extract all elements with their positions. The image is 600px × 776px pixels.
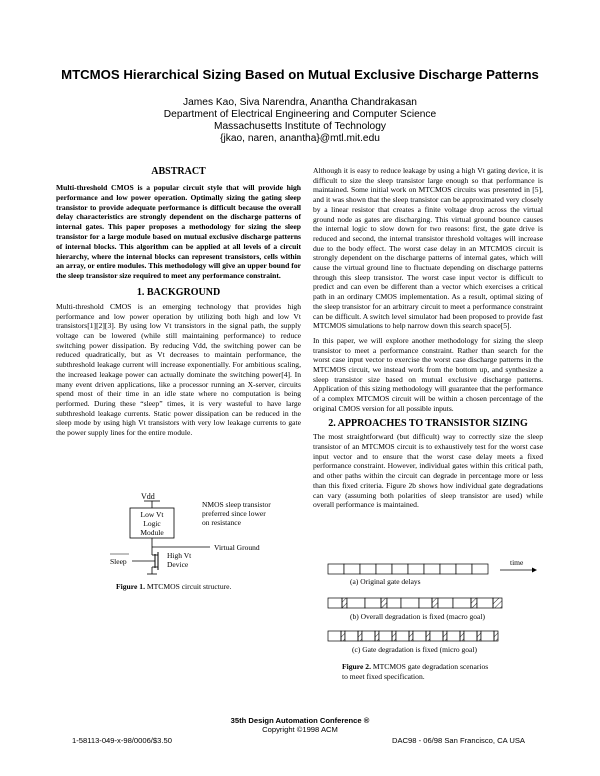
delay-cell	[481, 631, 494, 641]
delay-cell	[396, 631, 409, 641]
fig2-caption-text2: to meet fixed specification.	[342, 672, 425, 681]
delay-cell	[464, 631, 477, 641]
fig2-label-c: (c) Gate degradation is fixed (micro goal)	[352, 645, 477, 654]
delay-cell	[494, 631, 498, 641]
fig1-note-line1: NMOS sleep transistor	[202, 500, 271, 509]
delay-cell	[401, 598, 419, 608]
fig1-device-line2: Device	[167, 560, 189, 569]
row-b-macro-goal	[328, 598, 502, 608]
delay-cell	[443, 631, 447, 641]
fig1-block-line2: Logic	[143, 519, 161, 528]
fig1-virtual-ground-label: Virtual Ground	[214, 543, 260, 552]
right-paragraph-1: Although it is easy to reduce leakage by using a high Vt gating device, it is difficult to size the sleep transistor large enough so that performance is maintained. Some initial work on MTCMOS circuits was presented in [5], and it was shown that the sleep transistor can be approximated very closely by a linear resistor that creates a finite voltage drop across the virtual ground node as gates are discharging. This virtual ground bounce causes the internal logic to slow down for two reasons: first, the gate drive is reduced and second, the internal transistor threshold voltages will increase due to the body effect. The worst case delay in an MTCMOS circuit is strongly dependent on the discharge patterns of internal gates, which will cause the virtual ground line to fluctuate depending on discharge patterns through this sleep transistor. The worst case input vector is difficult to predict and can even be different than a vector which exercises a critical path in an ordinary CMOS implementation. As a result, optimal sizing of the sleep transistor for an arbitrary circuit to meet a performance constraint can be difficult. A switch level simulator had been proposed to provide fast MTCMOS simulations to help narrow down this search space[5].	[313, 166, 543, 331]
delay-cell	[375, 631, 379, 641]
author-institution: Massachusetts Institute of Technology	[214, 121, 386, 132]
delay-cell	[419, 598, 432, 608]
delay-cell	[430, 631, 443, 641]
row-a-original-delays	[328, 564, 488, 574]
abstract-heading: ABSTRACT	[151, 166, 206, 177]
delay-cell	[347, 598, 365, 608]
delay-cell	[381, 598, 387, 608]
delay-cell	[328, 564, 344, 574]
figure-2-caption	[342, 662, 488, 682]
delay-cell	[328, 631, 341, 641]
fig2-caption-text: MTCMOS gate degradation scenarios	[372, 662, 489, 671]
author-names: James Kao, Siva Narendra, Anantha Chandrakasan	[183, 97, 417, 108]
footer-venue: DAC98 - 06/98 San Francisco, CA USA	[392, 736, 525, 745]
delay-cell	[426, 631, 430, 641]
fig2-time-label: time	[510, 558, 524, 567]
left-column	[56, 166, 301, 438]
author-department: Department of Electrical Engineering and Computer Science	[163, 109, 437, 120]
delay-cell	[493, 598, 502, 608]
delay-cell	[365, 598, 381, 608]
delay-cell	[432, 598, 438, 608]
row-c-micro-goal	[328, 631, 498, 641]
delay-cell	[477, 631, 481, 641]
delay-cell	[345, 631, 358, 641]
delay-cell	[344, 564, 360, 574]
delay-cell	[376, 564, 392, 574]
author-emails: {jkao, naren, anantha}@mtl.mit.edu	[220, 133, 380, 144]
delay-cell	[362, 631, 375, 641]
delay-cell	[387, 598, 401, 608]
right-paragraph-2: In this paper, we will explore another methodology for sizing the sleep transistor to meet a performance constraint. Rather than search for the worst case input vector to exercise the worst case discharge patterns in the MTCMOS circuit, we instead work from the bottom up, and synthesize a sleep transistor size based on mutual exclusive discharge patterns. Application of this sizing methodology will guarantee that the performance of a complex MTCMOS circuit will be within a chosen percentage of the original CMOS version for all possible inputs.	[313, 335, 543, 413]
footer-copyright: Copyright ©1998 ACM	[262, 725, 338, 734]
footer-conference: 35th Design Automation Conference ®	[230, 716, 370, 725]
delay-cell	[341, 631, 345, 641]
delay-cell	[472, 564, 488, 574]
delay-cell	[392, 564, 408, 574]
delay-cell	[409, 631, 413, 641]
fig1-device-line1: High Vt	[167, 551, 192, 560]
fig1-note-line2: preferred since lower	[202, 509, 266, 518]
fig1-caption-label: Figure 1.	[116, 582, 145, 591]
fig2-caption-label: Figure 2.	[342, 662, 371, 671]
background-body: Multi-threshold CMOS is an emerging technology that provides high performance and low power operation by utilizing both high and low Vt transistors[1][2][3]. By using low Vt transistors in the signal path, the supply voltage can be lowered (while still maintaining performance) to reduce switching power dissipation. By reducing Vdd, the switching power can be reduced quadratically, but as Vt decreases to maintain performance, the subthreshold leakage current will increase exponentially. For ambitious scaling, the increased leakage power can actually dominate the switching power[4]. In many event driven applications, like a processor running an X-server, circuits spend most of their time in an idle state where no computation is being performed. During these “sleep” times, it is very wasteful to have large subthreshold leakage currents. Static power dissipation can be reduced in the sleep mode by using high Vt transistors with very low leakage currents to gate the power supply lines for the entire module.	[56, 301, 301, 438]
fig2-label-b: (b) Overall degradation is fixed (macro goal)	[350, 612, 485, 621]
delay-cell	[328, 598, 342, 608]
fig2-label-a: (a) Original gate delays	[350, 577, 421, 586]
footer-isbn: 1-58113-049-x-98/0006/$3.50	[72, 736, 172, 745]
delay-cell	[460, 631, 464, 641]
figure-1-caption	[116, 582, 231, 591]
delay-cell	[453, 598, 471, 608]
delay-cell	[447, 631, 460, 641]
delay-cell	[358, 631, 362, 641]
delay-cell	[360, 564, 376, 574]
fig1-vdd-label: Vdd	[141, 492, 155, 501]
figure-2-degradation	[318, 558, 548, 658]
fig1-caption-text: MTCMOS circuit structure.	[146, 582, 232, 591]
delay-cell	[438, 598, 453, 608]
delay-cell	[408, 564, 424, 574]
paper-title: MTCMOS Hierarchical Sizing Based on Mutual Exclusive Discharge Patterns	[61, 67, 539, 82]
fig1-block-line1: Low Vt	[140, 510, 164, 519]
abstract-body: Multi-threshold CMOS is a popular circuit style that will provide high performance and low power operation. Optimally sizing the gating sleep transistor to provide adequate performance is difficult because the overall delay characteristics are strongly dependent on the discharge patterns of internal gates. This paper proposes a methodology for sizing the sleep transistor for a large module based on mutual exclusive discharge patterns of internal blocks. This algorithm can be applied at all levels of a circuit hierarchy, where the internal blocks can represent transistors, cells within an array, or entire modules. This methodology will give an upper bound for the sleep transistor size required to meet any performance constraint.	[56, 183, 301, 281]
fig1-note-line3: on resistance	[202, 518, 241, 527]
background-heading: 1. BACKGROUND	[136, 286, 221, 298]
delay-cell	[413, 631, 426, 641]
right-column	[313, 166, 543, 515]
delay-cell	[440, 564, 456, 574]
right-paragraph-3: The most straightforward (but difficult) way to correctly size the sleep transistor of an MTCMOS circuit is to exhaustively test for the worst case input vector and to ensure that the worst case delay meets a fixed performance constraint. However, individual gates within this critical path, and other paths within the circuit can degrade in percentage more or less than this fixed criteria. Figure 2b shows how individual gate degradations can vary (assuming both polarities of sleep transistor are used) while overall performance is maintained.	[313, 432, 543, 510]
delay-cell	[471, 598, 477, 608]
delay-cell	[392, 631, 396, 641]
delay-cell	[456, 564, 472, 574]
approaches-heading: 2. APPROACHES TO TRANSISTOR SIZING	[328, 417, 528, 429]
fig1-sleep-label: Sleep	[110, 557, 127, 566]
delay-cell	[379, 631, 392, 641]
delay-cell	[424, 564, 440, 574]
delay-cell	[477, 598, 493, 608]
figure-1-circuit	[110, 488, 320, 578]
delay-cell	[342, 598, 347, 608]
fig1-block-line3: Module	[140, 528, 164, 537]
